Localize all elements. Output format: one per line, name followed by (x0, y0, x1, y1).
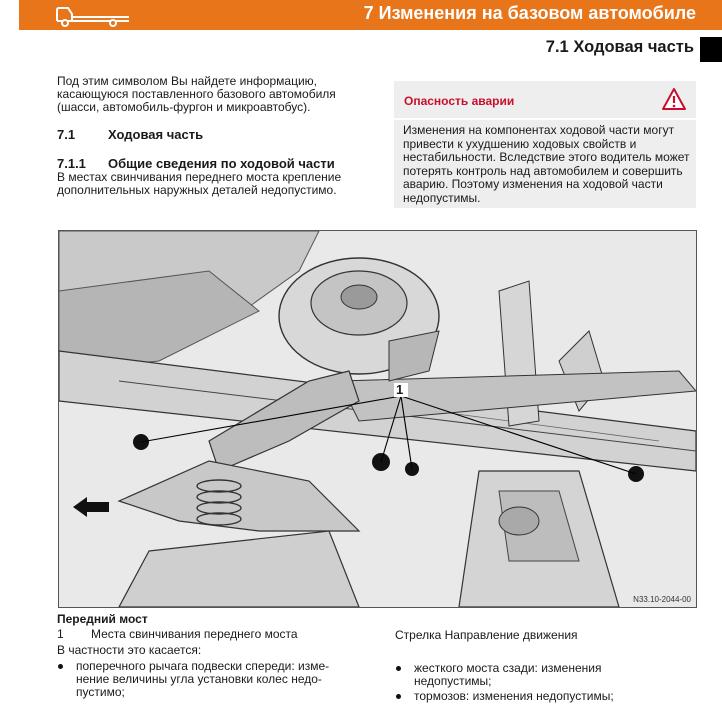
front-axle-figure (58, 230, 697, 608)
list-item-text: жесткого моста сзади: изменения недопустимы; (414, 661, 602, 688)
subheading-number: 7.1.1 (57, 156, 86, 171)
bullet-icon (396, 694, 401, 699)
warning-title: Опасность аварии (404, 94, 515, 108)
bullet-icon (58, 664, 63, 669)
warning-box (394, 81, 696, 208)
warning-triangle-icon (661, 87, 687, 111)
list-item-text: тормозов: изменения недопустимы; (414, 689, 614, 703)
warning-text: Изменения на компонентах ходовой части могут привести к ухудшению ходовых свойств и нестабильности. Вследствие этого водитель может потерять контроль над автомобилем и совершить аварию. Поэтому изменения на ходовой части недопустимы. (403, 123, 690, 205)
list-item-text: поперечного рычага подвески спереди: изме- нение величины угла установки колес недо- пустимо; (76, 659, 330, 699)
figure-caption-title: Передний мост (57, 612, 148, 626)
legend-item-text: Места свинчивания переднего моста (91, 627, 298, 641)
subheading-title: Общие сведения по ходовой части (108, 156, 335, 171)
warning-header (394, 81, 696, 120)
section-thumb-mark (700, 37, 722, 62)
front-axle-illustration (59, 231, 696, 607)
arrow-legend: Стрелка Направление движения (395, 628, 578, 642)
figure-code: N33.10-2044-00 (633, 595, 691, 604)
page-margin (0, 0, 19, 707)
intro-paragraph: Под этим символом Вы найдете информацию, касающуюся поставленного базового автомобиля (шасси, автомобиль-фургон и микроавтобус). (57, 74, 336, 114)
heading-title: Ходовая часть (108, 127, 204, 142)
heading-7-1 (57, 127, 203, 142)
applies-heading: В частности это касается: (57, 643, 202, 657)
section-heading: 7.1 Ходовая часть (545, 38, 694, 56)
chapter-header (19, 0, 722, 30)
chapter-title: 7 Изменения на базовом автомобиле (363, 3, 696, 23)
callout-number: 1 (396, 382, 404, 397)
heading-7-1-1 (57, 156, 335, 171)
legend-item-number: 1 (57, 627, 64, 641)
truck-chassis-icon (51, 2, 133, 28)
body-paragraph: В местах свинчивания переднего моста крепление дополнительных наружных деталей недопустимо. (57, 170, 342, 197)
heading-number: 7.1 (57, 127, 76, 142)
bullet-icon (396, 666, 401, 671)
